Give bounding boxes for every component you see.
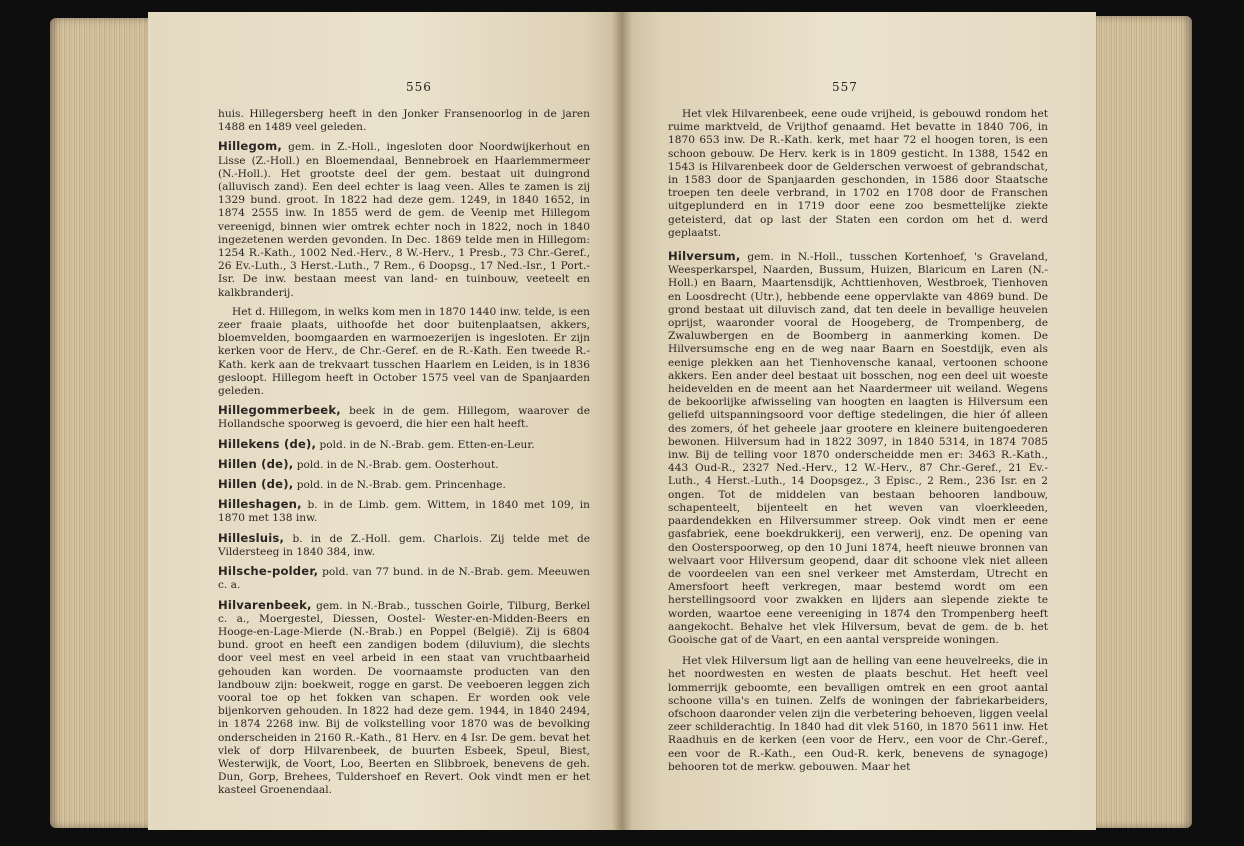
- entry-paragraph: Het vlek Hilversum ligt aan de helling van eene heuvelreeks, die in het noordwesten en westen de plaats beschut. Het heeft veel lommerrijk geboomte, een bevalligen omtrek en een groot aantal schoone villa's en tuinen. Zelfs de woningen der fabriekarbeiders, ofschoon daaronder velen zijn die verbetering behoeven, liggen veelal zeer schilderachtig. In 1840 had dit vlek 5160, in 1870 5611 inw. Het Raadhuis en de kerken (een voor de Herv., een voor de Chr.-Geref., een voor de R.-Kath., een Oud-R. kerk, benevens de synagoge) behooren tot de merkw. gebouwen. Maar het: [668, 655, 1048, 773]
- right-page: [622, 12, 1096, 830]
- book-gutter: [612, 12, 632, 830]
- entry-headword: Hillen (de),: [218, 456, 294, 471]
- left-page: [148, 12, 622, 830]
- entry-text: gem. in N.-Holl., tusschen Kortenhoef, 's Graveland, Weesperkarspel, Naarden, Bussum, Huizen, Blaricum en Laren (N.-Holl.) en Baarn, Maartensdijk, Achttienhoven, Westbroek, Tienhoven en Loosdrecht (Utr.), hebbende eene oppervlakte van 4869 bund. De grond bestaat uit diluvisch zand, dat ten deele in bevallige heuvelen oprijst, waaronder vooral de Hoogeberg, de Trompenberg, de Zwaluwbergen en de Boomberg in aanmerking komen. De Hilversumsche eng en de weg naar Baarn en Soestdijk, even als eenige plekken aan het Tienhovensche kanaal, vertoonen schoone akkers. Een ander deel bestaat uit bosschen, nog een deel uit woeste heidevelden en de meent aan het Naardermeer uit weiland. Wegens de bekoorlijke afwisseling van hoogten en laagten is Hilversum een geliefd uitspanningsoord voor deftige stedelingen, die hier óf alleen des zomers, óf het geheele jaar grootere en kleinere buitengoederen bewonen. Hilversum had in 1822 3097, in 1840 5314, in 1874 7085 inw. Bij de telling voor 1870 onderscheidde men er: 3463 R.-Kath., 443 Oud-R., 2327 Ned.-Herv., 12 W.-Herv., 87 Chr.-Geref., 21 Ev.-Luth., 4 Herst.-Luth., 14 Doopsgez., 3 Episc., 2 Rem., 236 Isr. en 2 ongen. Tot de middelen van bestaan behooren landbouw, schapenteelt, bijenteelt en het weven van vloerkleeden, paardendekken en Hilversummer streep. Ook vindt men er eene gasfabriek, eene boekdrukkerij, een verwerij, enz. De opening van den Oosterspoorweg, op den 10 Juni 1874, heeft nieuwe bronnen van welvaart voor Hilversum geopend, daar dit schoone vlek niet alleen de voordeelen van een snel verkeer met Amsterdam, Utrecht en Amersfoort heeft verkregen, maar bestemd wordt om een herstellingsoord voor zwakken en lijders aan slepende ziekte te worden, waartoe eene vereeniging in 1874 den Trompenberg heeft aangekocht. Behalve het vlek Hilversum, bevat de gem. de b. het Gooische gat of de Vaart, en een aantal verspreide woningen.: [668, 251, 1048, 646]
- entry-text: b. in de Limb. gem. Wittem, in 1840 met 109, in 1870 met 138 inw.: [218, 499, 590, 525]
- entry-text: gem. in Z.-Holl., ingesloten door Noordwijkerhout en Lisse (Z.-Holl.) en Bloemendaal, Bennebroek en Haarlemmermeer (N.-Holl.). Het grootste deel der gem. bestaat uit duingrond (alluvisch zand). Een deel echter is laag veen. Alles te zamen is zij 1329 bund. groot. In 1822 had deze gem. 1249, in 1840 1652, in 1874 2555 inw. In 1855 werd de gem. de Veenip met Hillegom vereenigd, binnen wier omtrek echter noch in 1822, noch in 1840 ingezetenen werden gevonden. In Dec. 1869 telde men in Hillegom: 1254 R.-Kath., 1002 Ned.-Herv., 8 W.-Herv., 1 Presb., 73 Chr.-Geref., 26 Ev.-Luth., 3 Herst.-Luth., 7 Rem., 6 Doopsg., 17 Ned.-Isr., 1 Port.-Isr. De inw. bestaan meest van land- en tuinbouw, veeteelt en kalkbranderij.: [218, 141, 590, 299]
- left-page-edges: [50, 18, 148, 828]
- entry-paragraph: Het vlek Hilvarenbeek, eene oude vrijheid, is gebouwd rondom het ruime marktveld, de Vrijthof genaamd. Het bevatte in 1840 706, in 1870 653 inw. De R.-Kath. kerk, met haar 72 el hoogen toren, is een schoon gebouw. De Herv. kerk is in 1809 gesticht. In 1388, 1542 en 1543 is Hilvarenbeek door de Gelderschen verwoest of gebrandschat, in 1583 door de Spanjaarden geschonden, in 1586 door Staatsche troepen ten deele verbrand, in 1702 en 1708 door de Franschen uitgeplunderd en in 1719 door eene zoo besmettelijke ziekte geteisterd, dat op last der Staten een cordon om het d. werd geplaatst.: [668, 108, 1048, 239]
- continuation-paragraph: huis. Hillegersberg heeft in den Jonker Fransenoorlog in de jaren 1488 en 1489 veel geleden.: [218, 108, 590, 134]
- page-number: 557: [832, 80, 858, 94]
- dictionary-entry: [218, 404, 590, 431]
- entry-text: beek in de gem. Hillegom, waarover de Hollandsche spoorweg is gevoerd, die hier een halt heeft.: [218, 405, 590, 431]
- entry-headword: Hilsche-polder,: [218, 564, 319, 579]
- entry-headword: Hillegommerbeek,: [218, 403, 341, 418]
- dictionary-entry: [218, 498, 590, 525]
- entry-headword: Hillesluis,: [218, 530, 285, 545]
- entry-text: pold. in de N.-Brab. gem. Etten-en-Leur.: [319, 438, 535, 451]
- page-number: 556: [406, 80, 432, 94]
- dictionary-entry: [218, 565, 590, 592]
- entry-paragraph: Het d. Hillegom, in welks kom men in 1870 1440 inw. telde, is een zeer fraaie plaats, uithoofde het door buitenplaatsen, akkers, bloemvelden, boomgaarden en warmoezerijen is ingesloten. Er zijn kerken voor de Herv., de Chr.-Geref. en de R.-Kath. Een tweede R.-Kath. kerk aan de trekvaart tusschen Haarlem en Leiden, is in 1836 gesloopt. Hillegom heeft in October 1575 veel van de Spanjaarden geleden.: [218, 305, 590, 398]
- entry-text: pold. in de N.-Brab. gem. Princenhage.: [296, 479, 506, 492]
- dictionary-entry: [218, 478, 590, 492]
- dictionary-entry: [218, 532, 590, 559]
- left-text-column: [218, 108, 590, 804]
- entry-text: gem. in N.-Brab., tusschen Goirle, Tilburg, Berkel c. a., Moergestel, Diessen, Oostel- Wester-en-Midden-Beers en Hooge-en-Lage-Mierde (N.-Brab.) en Poppel (België). Zij is 6804 bund. groot en heeft een zandigen bodem (diluvium), die slechts door veel mest en veel arbeid in een staat van vruchtbaarheid gehouden kan worden. De voornaamste producten van den landbouw zijn: boekweit, rogge en garst. De veeboeren leggen zich vooral toe op het fokken van schapen. Er worden ook vele bijenkorven gehouden. In 1822 had deze gem. 1944, in 1840 2494, in 1874 2268 inw. Bij de volkstelling voor 1870 was de bevolking onderscheiden in 2160 R.-Kath., 81 Herv. en 4 Isr. De gem. bevat het vlek of dorp Hilvarenbeek, de buurten Esbeek, Speul, Biest, Westerwijk, de Voort, Loo, Beerten en Slibbroek, benevens de geh. Dun, Gorp, Brehees, Tuldershoef en Revert. Ook vindt men er het kasteel Groenendaal.: [218, 599, 591, 797]
- right-page-edges: [1096, 16, 1192, 828]
- dictionary-entry: [218, 458, 590, 472]
- entry-text: pold. van 77 bund. in de N.-Brab. gem. Meeuwen c. a.: [218, 566, 590, 592]
- entry-headword: Hilvarenbeek,: [218, 597, 312, 612]
- entry-text: b. in de Z.-Holl. gem. Charlois. Zij telde met de Vildersteeg in 1840 384, inw.: [218, 532, 590, 558]
- entry-headword: Hillen (de),: [218, 477, 294, 492]
- entry-headword: Hilversum,: [668, 249, 741, 264]
- entry-headword: Hilleshagen,: [218, 497, 302, 512]
- dictionary-entry: [218, 140, 590, 299]
- entry-headword: Hillegom,: [218, 139, 283, 154]
- dictionary-entry: [668, 250, 1048, 647]
- right-text-column: [668, 108, 1048, 780]
- entry-headword: Hillekens (de),: [218, 436, 317, 451]
- dictionary-entry: [218, 599, 590, 798]
- dictionary-entry: [218, 438, 590, 452]
- entry-text: pold. in de N.-Brab. gem. Oosterhout.: [296, 458, 499, 471]
